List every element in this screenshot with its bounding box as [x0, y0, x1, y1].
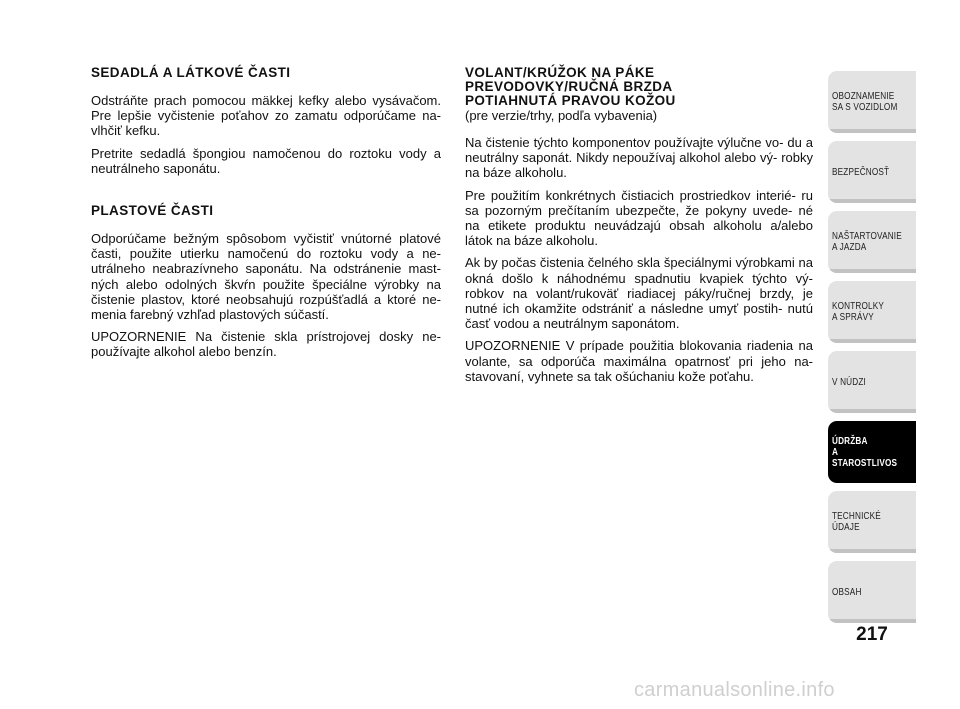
- tab-label: OBSAH: [832, 586, 862, 598]
- page-number: 217: [856, 624, 888, 645]
- paragraph: Ak by počas čistenia čelného skla špeciálnymi výrobkami na okná došlo k náhodnému spadnutiu kvapiek týchto vý- robkov na volant/rukoväť riadiacej páky/ručnej brzdy, je nutné ich okamžite odstrániť a následne umyť postih- nutú časť vodou a neutrálnym saponátom.: [465, 255, 813, 332]
- tab-technicke-udaje[interactable]: [828, 491, 916, 553]
- section-title-plastic: PLASTOVÉ ČASTI: [91, 203, 214, 219]
- paragraph: Odstráňte prach pomocou mäkkej kefky alebo vysávačom. Pre lepšie vyčistenie poťahov zo zamatu odporúčame na- vlhčiť kefku.: [91, 93, 441, 139]
- section-subtitle: (pre verzie/trhy, podľa vybavenia): [465, 108, 658, 123]
- tab-label: BEZPEČNOSŤ: [832, 166, 890, 178]
- tab-label: TECHNICKÉ ÚDAJE: [832, 511, 881, 533]
- tab-kontrolky[interactable]: [828, 281, 916, 343]
- tab-obsah[interactable]: [828, 561, 916, 623]
- paragraph: UPOZORNENIE Na čistenie skla prístrojovej dosky ne- používajte alkohol alebo benzín.: [91, 329, 441, 360]
- paragraph: UPOZORNENIE V prípade použitia blokovania riadenia na volante, sa odporúča maximálna opatrnosť pri jeho na- stavovaní, vyhnete sa tak ošúchaniu kože poťahu.: [465, 338, 813, 384]
- right-column: [465, 66, 813, 391]
- paragraph: Pretrite sedadlá špongiou namočenou do roztoku vody a neutrálneho saponátu.: [91, 145, 441, 176]
- tab-oboznamenie[interactable]: [828, 71, 916, 133]
- tab-label: NAŠTARTOVANIE A JAZDA: [832, 231, 902, 253]
- tab-bezpecnost[interactable]: [828, 141, 916, 203]
- section-title-seats: SEDADLÁ A LÁTKOVÉ ČASTI: [91, 65, 291, 80]
- paragraph: Na čistenie týchto komponentov používajte výlučne vo- du a neutrálny saponát. Nikdy nepoužívaj alkohol alebo vý- robky na báze alkoholu.: [465, 135, 813, 181]
- paragraph: Odporúčame bežným spôsobom vyčistiť vnútorné platové časti, použite utierku namočenú do roztoku vody a ne- utrálneho neabrazívneho saponátu. Na odstránenie mast- ných alebo odolných škvŕn použite špeciálne výrobky na čistenie plastov, ktoré neobsahujú rozpúšťadlá a ktoré ne- menia farebný vzhľad plastových súčastí.: [91, 231, 441, 323]
- tab-label: ÚDRŽBA A STAROSTLIVOS: [832, 435, 898, 469]
- section-title-leather: VOLANT/KRÚŽOK NA PÁKE PREVODOVKY/RUČNÁ BRZDA POTIAHNUTÁ PRAVOU KOŽOU: [465, 65, 676, 108]
- tab-nastartovanie[interactable]: [828, 211, 916, 273]
- paragraph: Pre použitím konkrétnych čistiacich prostriedkov interié- ru sa pozorným prečítaním ubezpečte, že pokyny uvede- né na etikete produktu neuvádzajú obsah alkoholu a/alebo látok na báze alkoholu.: [465, 187, 813, 249]
- watermark: carmanualsonline.info: [634, 679, 835, 701]
- left-column: [91, 66, 441, 367]
- tab-udrzba[interactable]: [828, 421, 916, 483]
- chapter-tabs: [828, 71, 916, 631]
- tab-v-nudzi[interactable]: [828, 351, 916, 413]
- tab-label: OBOZNAMENIE SA S VOZIDLOM: [832, 91, 898, 113]
- tab-label: KONTROLKY A SPRÁVY: [832, 301, 885, 323]
- tab-label: V NÚDZI: [832, 376, 866, 388]
